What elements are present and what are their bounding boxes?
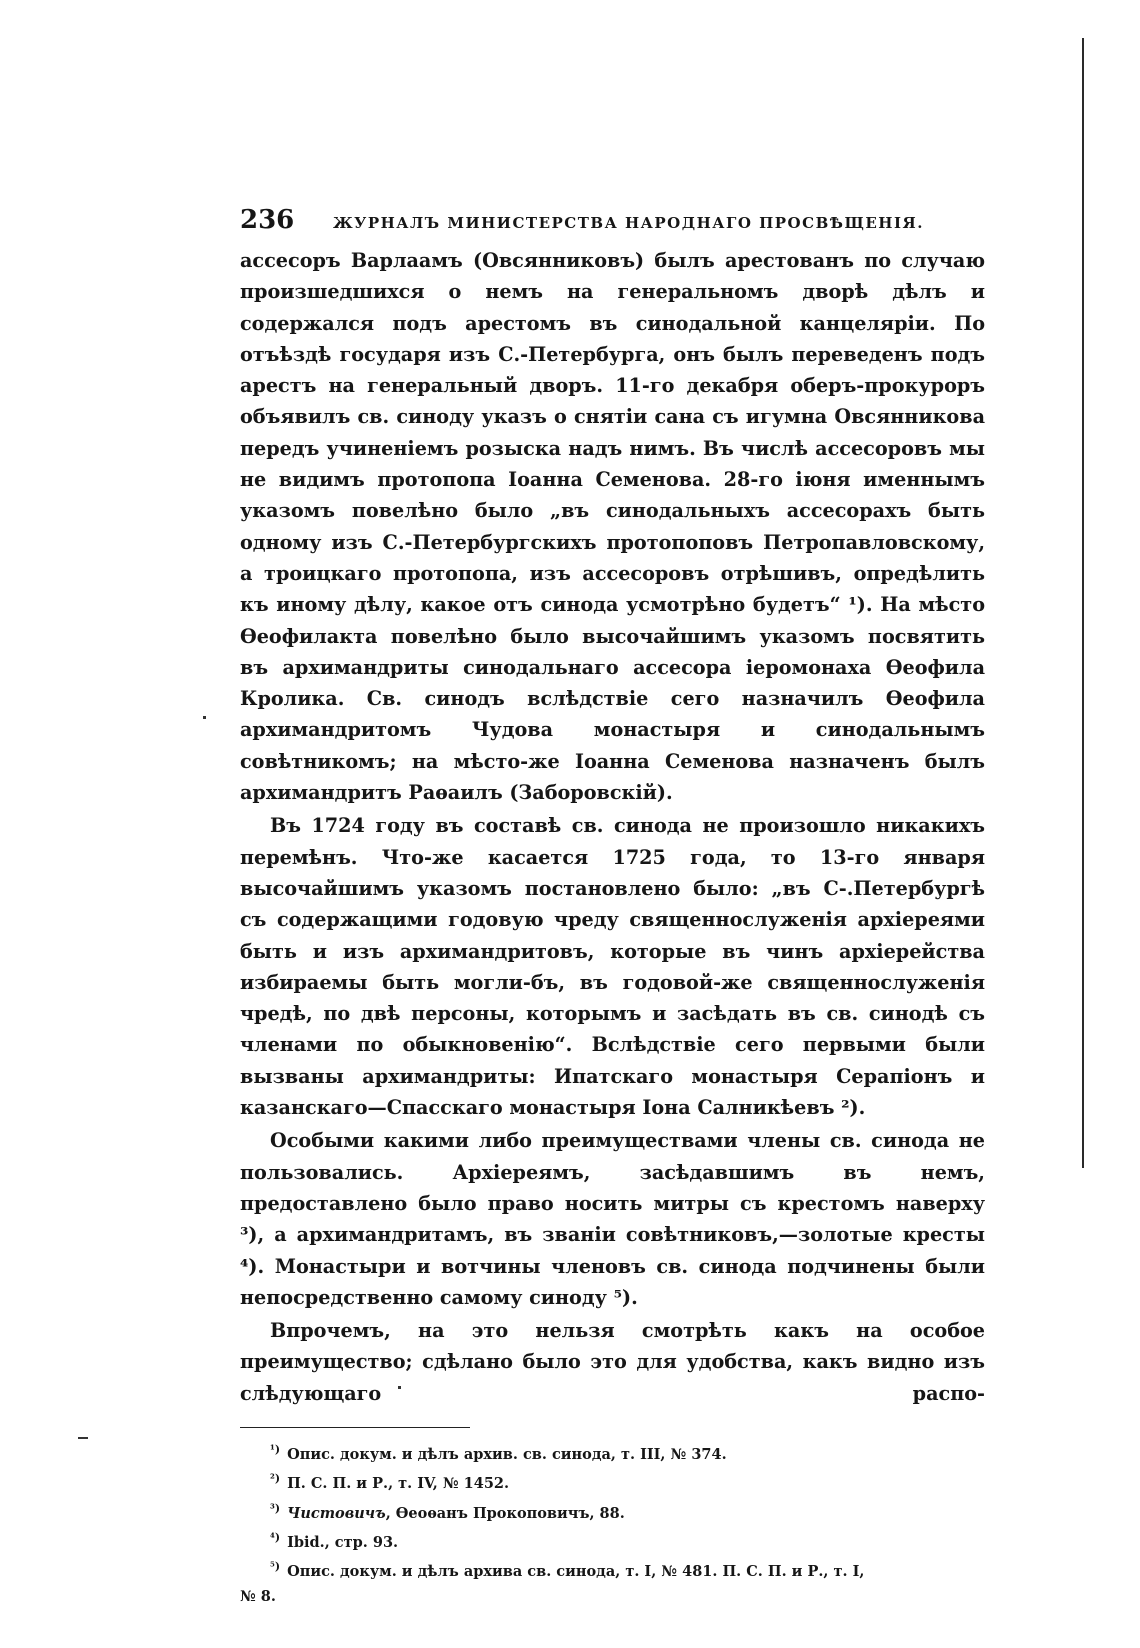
footnote-text: Опис. докум. и дѣлъ архива св. синода, т. I, № 481. П. С. П. и Р., т. I, [287,1563,865,1581]
print-speck [203,716,206,719]
footnote-divider [240,1427,470,1428]
page-number: 236 [240,205,295,235]
paragraph-4: Впрочемъ, на это нельзя смотрѣть какъ на особое преимущество; сдѣлано было это для удобства, какъ видно изъ слѣдующаго распо- [240,1319,985,1405]
footnote-5-continuation: № 8. [240,1587,276,1605]
paragraph-1: ассесоръ Варлаамъ (Овсянниковъ) былъ арестованъ по случаю произшедшихся о немъ на генеральномъ дворѣ дѣлъ и содержался подъ арестомъ въ синодальной канцеляріи. По отъѣздѣ государя изъ С.-Петербурга, онъ былъ переведенъ подъ арестъ на генеральный дворъ. 11-го декабря оберъ-прокуроръ объявилъ св. синоду указъ о снятіи сана съ игумна Овсянникова передъ учиненіемъ розыска надъ нимъ. Въ числѣ ассесоровъ мы не видимъ протопопа Іоанна Семенова. 28-го іюня именнымъ указомъ повелѣно было „въ синодальныхъ ассесорахъ быть одному изъ С.-Петербургскихъ протопоповъ Петропавловскому, а троицкаго протопопа, изъ ассесоровъ отрѣшивъ, опредѣлить къ иному дѣлу, какое отъ синода усмотрѣно будетъ“ ¹). На мѣсто Ѳеофилакта повелѣно было высочайшимъ указомъ посвятить въ архимандриты синодальнаго ассесора іеромонаха Ѳеофила Кролика. Св. синодъ вслѣдствіе сего назначилъ Ѳеофила архимандритомъ Чудова монастыря и синодальнымъ совѣтникомъ; на мѣсто-же Іоанна Семенова назначенъ былъ архимандритъ Раѳаилъ (Заборовскій). [240,249,985,805]
footnote-text: П. С. П. и Р., т. IV, № 1452. [287,1475,510,1493]
footnote-3 [240,1497,985,1526]
footnote-mark: ³) [270,1501,281,1515]
footnote-4 [240,1526,985,1555]
footnote-text: Ibid., стр. 93. [287,1533,399,1551]
body-text [240,245,985,1409]
paragraph-2: Въ 1724 году въ составѣ св. синода не произошло никакихъ перемѣнъ. Что-же касается 1725 года, то 13-го января высочайшимъ указомъ постановлено было: „въ С-.Петербургѣ съ содержащими годовую чреду священнослуженія архіереями быть и изъ архимандритовъ, которые въ чинъ архіерейства избираемы быть могли-бъ, въ годовой-же священнослуженія чредѣ, по двѣ персоны, которымъ и засѣдать въ св. синодѣ съ членами по обыкновенію“. Вслѣдствіе сего первыми были вызваны архимандриты: Ипатскаго монастыря Серапіонъ и казанскаго—Спасскаго монастыря Іона Салникѣевъ ²). [240,814,985,1120]
footnote-2 [240,1467,985,1496]
footnote-text: Опис. докум. и дѣлъ архив. св. синода, т. III, № 374. [287,1445,727,1463]
footnote-mark: ¹) [270,1442,281,1456]
page-header [240,205,985,245]
footnote-5 [240,1555,985,1584]
page-edge-line [1082,38,1084,1168]
page-content [240,205,985,1609]
footnote-mark: ⁴) [270,1530,281,1544]
running-title: ЖУРНАЛЪ МИНИСТЕРСТВА НАРОДНАГО ПРОСВѢЩЕНІЯ. [333,214,924,232]
footnote-1 [240,1438,985,1467]
paragraph-3: Особыми какими либо преимуществами члены св. синода не пользовались. Архіереямъ, засѣдавшимъ въ немъ, предоставлено было право носить митры съ крестомъ наверху ³), а архимандритамъ, въ званіи совѣтниковъ,—золотые кресты ⁴). Монастыри и вотчины членовъ св. синода подчинены были непосредственно самому синоду ⁵). [240,1129,985,1309]
footnote-mark: ²) [270,1472,281,1486]
print-speck [78,1437,88,1439]
footnote-author: Чистовичъ [287,1504,386,1522]
footnotes [240,1438,985,1609]
footnote-mark: ⁵) [270,1560,281,1574]
footnote-text: , Ѳеоѳанъ Прокоповичъ, 88. [385,1504,625,1522]
